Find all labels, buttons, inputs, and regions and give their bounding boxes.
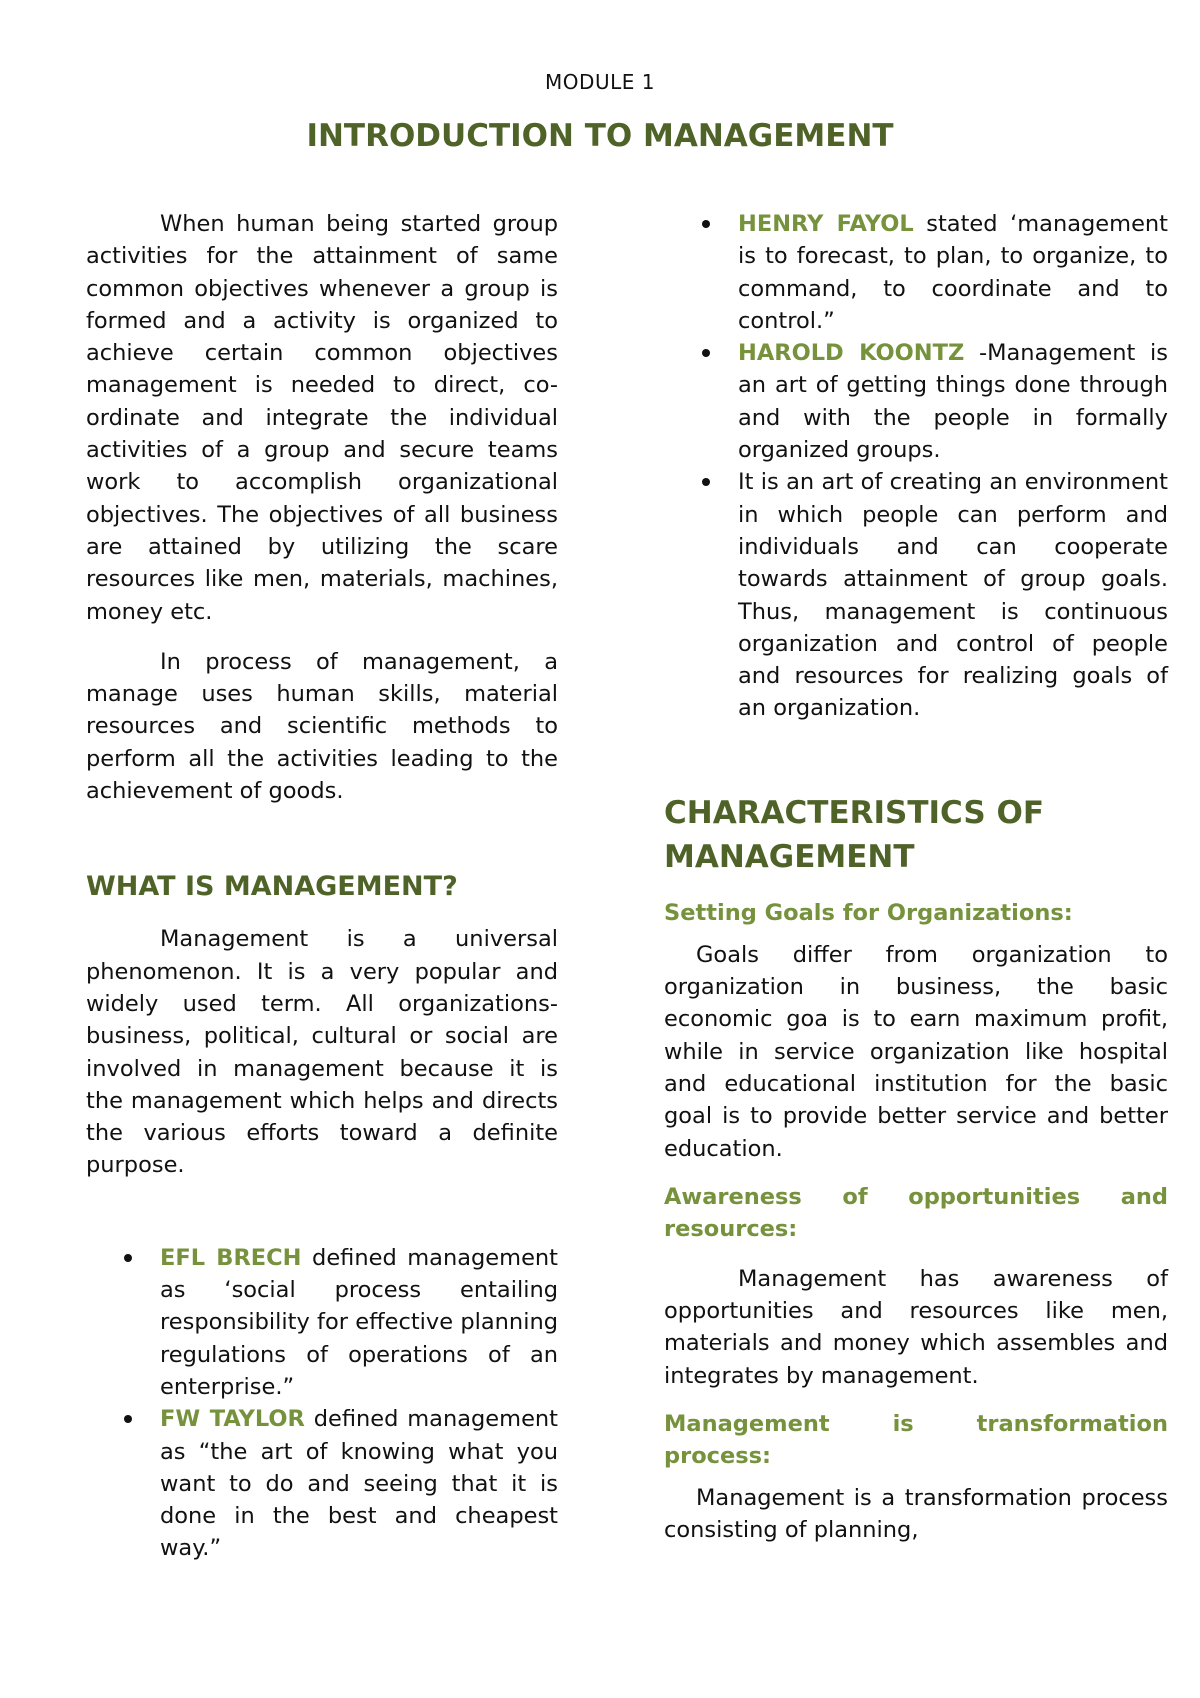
definition-item	[160, 1242, 558, 1403]
definition-text: defined management as “the art of knowing what you want to do and seeing that it is done in the best and cheapest way.”	[160, 1406, 558, 1562]
author-name: HAROLD KOONTZ	[738, 340, 965, 367]
definition-text: It is an art of creating an environment in which people can perform and individuals and can cooperate towards attainment of group goals. Thus, management is continuous organization and control of people and resources for realizing goals of an organization.	[738, 469, 1168, 722]
definition-item	[738, 208, 1168, 337]
characteristics-heading: CHARACTERISTICS OF MANAGEMENT	[664, 794, 1045, 875]
left-column	[86, 208, 558, 1565]
intro-paragraph: When human being started group activities for the attainment of same common objectives whenever a group is formed and a activity is organized to achieve certain common objectives management is needed to direct, co-ordinate and integrate the individual activities of a group and secure teams work to accomplish organizational objectives. The objectives of all business are attained by utilizing the scare resources like men, materials, machines, money etc.	[86, 211, 558, 625]
section-heading: Setting Goals for Organizations:	[664, 899, 1073, 926]
section-heading: Awareness of opportunities and resources:	[664, 1183, 1168, 1242]
section-paragraph: Management is a transformation process consisting of planning,	[664, 1485, 1168, 1544]
page-title: INTRODUCTION TO MANAGEMENT	[306, 118, 894, 154]
definition-item	[738, 337, 1168, 466]
author-name: HENRY FAYOL	[738, 211, 914, 237]
process-paragraph: In process of management, a manage uses human skills, material resources and scientific methods to perform all the activities leading to the achievement of goods.	[86, 648, 558, 805]
module-label: MODULE 1	[545, 70, 655, 94]
author-name: FW TAYLOR	[160, 1406, 305, 1433]
bullet-icon	[124, 1254, 132, 1262]
section-paragraph: Management has awareness of opportunities and resources like men, materials and money which assembles and integrates by management.	[664, 1265, 1168, 1389]
what-is-management-paragraph: Management is a universal phenomenon. It is a very popular and widely used term. All organizations- business, political, cultural or social are involved in management because it is the management which helps and directs the various efforts toward a definite purpose.	[86, 926, 558, 1179]
bullet-icon	[124, 1415, 132, 1423]
section-heading: Management is transformation process:	[664, 1411, 1168, 1470]
author-name: EFL BRECH	[160, 1244, 302, 1271]
bullet-icon	[702, 478, 710, 486]
definition-item	[738, 466, 1168, 724]
bullet-icon	[702, 349, 710, 357]
what-is-management-heading: WHAT IS MANAGEMENT?	[86, 871, 458, 903]
definition-item	[160, 1403, 558, 1564]
definition-list	[738, 208, 1168, 725]
definition-list	[160, 1242, 558, 1565]
right-column	[664, 208, 1168, 1547]
definition-text: stated ‘management is to forecast, to plan, to organize, to command, to coordinate and to control.”	[738, 211, 1168, 334]
bullet-icon	[702, 220, 710, 228]
section-paragraph: Goals differ from organization to organization in business, the basic economic goa is to earn maximum profit, while in service organization like hospital and educational institution for the basic goal is to provide better service and better education.	[664, 941, 1168, 1162]
definition-text: -Management is an art of getting things done through and with the people in formally organized groups.	[738, 340, 1168, 464]
definition-text: defined management as ‘social process entailing responsibility for effective planning regulations of operations of an enterprise.”	[160, 1244, 558, 1400]
